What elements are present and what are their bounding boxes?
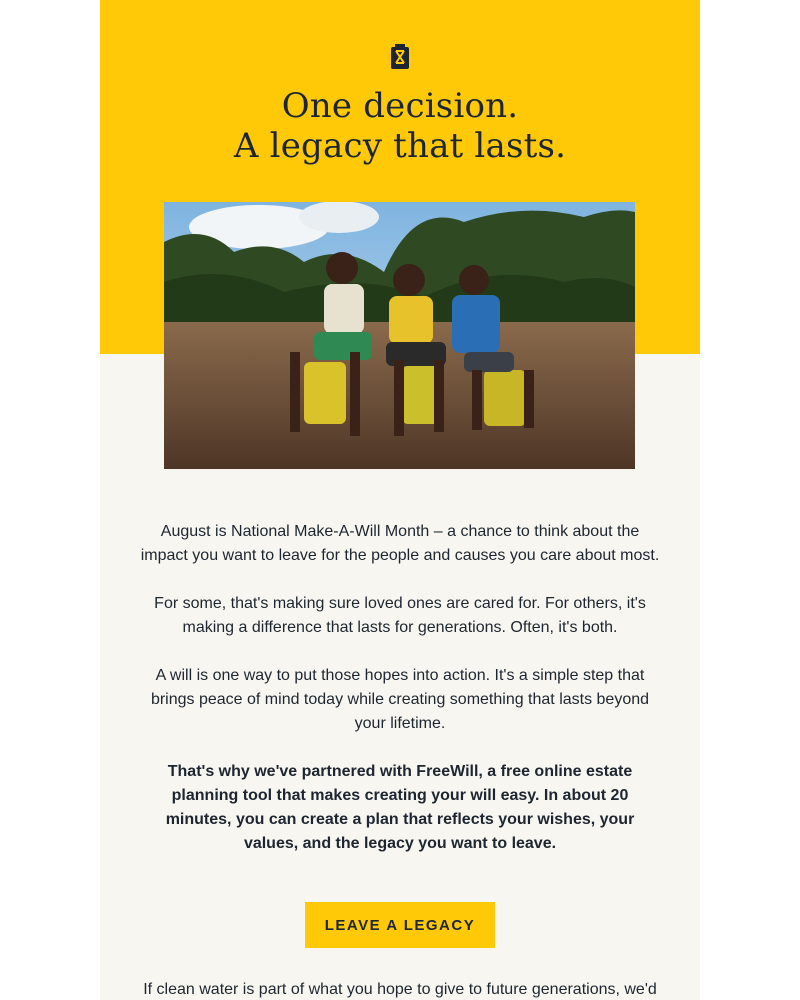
leave-a-legacy-button[interactable] [305, 902, 495, 948]
body-copy [140, 520, 660, 880]
paragraph-4: That's why we've partnered with FreeWill, a free online estate planning tool that makes creating your will easy. In about 20 minutes, you can create a plan that reflects your wishes, your values, and the legacy you want to leave. [165, 763, 635, 852]
email-container [100, 0, 700, 1000]
paragraph-3: A will is one way to put those hopes into action. It's a simple step that brings peace of mind today while creating something that lasts beyond your lifetime. [150, 667, 650, 732]
headline [100, 86, 700, 166]
cta-label: LEAVE A LEGACY [324, 916, 476, 934]
jerry-can-icon [388, 42, 412, 70]
headline-line-1: One decision. [281, 86, 519, 126]
paragraph-5: If clean water is part of what you hope to give to future generations, we'd [143, 981, 657, 998]
paragraph-2: For some, that's making sure loved ones are cared for. For others, it's making a difference that lasts for generations. Often, it's both. [154, 595, 646, 636]
headline-line-2: A legacy that lasts. [233, 126, 567, 166]
hero-photo [164, 202, 635, 469]
paragraph-1: August is National Make-A-Will Month – a chance to think about the impact you want to leave for the people and causes you care about most. [140, 523, 660, 564]
